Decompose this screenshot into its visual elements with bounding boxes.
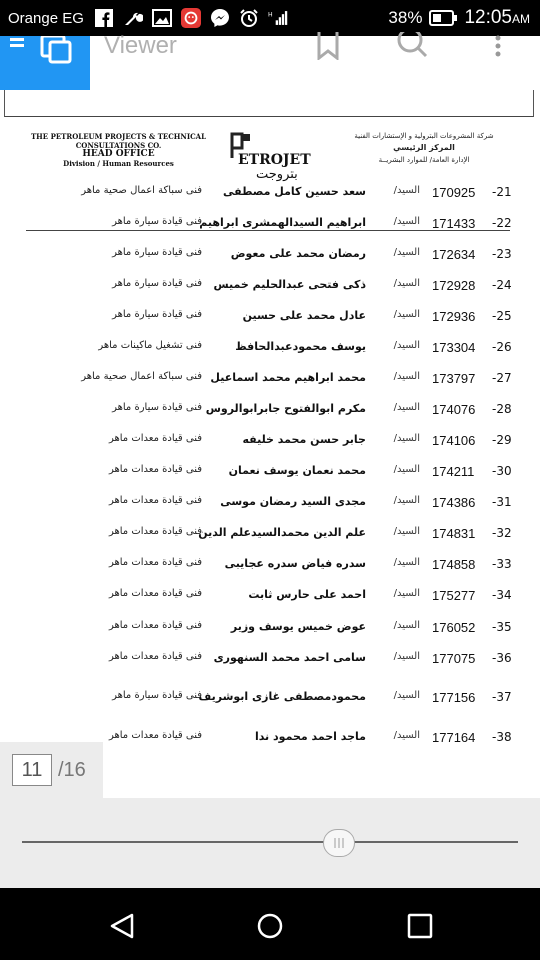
employee-name: ماجد احمد محمود ندا (254, 730, 366, 743)
job-title: فنى قيادة سيارة ماهر (112, 309, 202, 320)
employee-row (0, 588, 540, 610)
employee-row (0, 247, 540, 269)
job-title: فنى قيادة معدات ماهر (108, 464, 202, 475)
search-icon (396, 32, 428, 60)
previous-page-edge (4, 90, 534, 117)
employee-row (0, 278, 540, 300)
employee-row (0, 216, 540, 238)
employee-code: 175277 (432, 588, 476, 603)
row-number: -32 (492, 526, 512, 540)
title-label: السيد/ (393, 557, 420, 568)
employee-row (0, 526, 540, 548)
job-title: فنى قيادة معدات ماهر (108, 651, 202, 662)
employee-code: 177164 (432, 730, 476, 745)
bookmark-button[interactable] (310, 28, 346, 64)
employee-name: عوض خميس يوسف وزير (230, 620, 366, 633)
row-number: -29 (492, 433, 512, 447)
recents-square-icon (407, 913, 433, 939)
employee-code: 171433 (432, 216, 476, 231)
title-label: السيد/ (393, 495, 420, 506)
system-nav-bar (0, 888, 540, 960)
employee-name: مجدى السيد رمضان موسى (220, 495, 366, 508)
document-page[interactable] (0, 90, 540, 798)
recents-button[interactable] (400, 906, 440, 946)
employee-row (0, 371, 540, 393)
title-label: السيد/ (393, 433, 420, 444)
employee-row (0, 464, 540, 486)
row-number: -21 (492, 185, 512, 199)
employee-name: ذكى فتحى عبدالحليم خميس (213, 278, 366, 291)
employee-code: 173304 (432, 340, 476, 355)
signal-icon (268, 8, 288, 28)
petrojet-logo (226, 130, 326, 182)
employee-name: سعد حسين كامل مصطفى (223, 185, 366, 198)
employee-row (0, 309, 540, 331)
row-number: -26 (492, 340, 512, 354)
wrench-icon (123, 8, 143, 28)
job-title: فنى قيادة معدات ماهر (108, 495, 202, 506)
employee-name: محمد ابراهيم محمد اسماعيل (210, 371, 366, 384)
job-title: فنى قيادة معدات ماهر (108, 620, 202, 631)
job-title: فنى قيادة سيارة ماهر (112, 216, 202, 227)
image-icon (152, 8, 172, 28)
employee-name: محمودمصطفى غازى ابوشريف (198, 690, 366, 703)
title-label: السيد/ (393, 371, 420, 382)
employee-row (0, 433, 540, 455)
back-button[interactable] (102, 906, 142, 946)
employee-code: 174211 (432, 464, 475, 479)
back-triangle-icon (108, 912, 136, 940)
employee-code: 174858 (432, 557, 476, 572)
employee-row (0, 690, 540, 712)
employee-name: يوسف محمودعبدالحافظ (235, 340, 366, 353)
menu-panel-button[interactable] (0, 36, 90, 90)
row-number: -38 (492, 730, 512, 744)
seek-thumb[interactable] (323, 829, 355, 857)
carrier-name: Orange EG (8, 9, 84, 27)
job-title: فنى قيادة سيارة ماهر (112, 690, 202, 701)
job-title: فنى سباكة اعمال صحية ماهر (81, 185, 202, 196)
job-title: فنى قيادة سيارة ماهر (112, 247, 202, 258)
row-number: -34 (492, 588, 512, 602)
more-vert-icon (494, 32, 502, 60)
employee-row (0, 557, 540, 579)
row-number: -23 (492, 247, 512, 261)
svg-text:ETROJET: ETROJET (238, 152, 311, 168)
employee-row (0, 620, 540, 642)
title-label: السيد/ (393, 309, 420, 320)
title-label: السيد/ (393, 340, 420, 351)
title-label: السيد/ (393, 651, 420, 662)
row-number: -35 (492, 620, 512, 634)
employee-row (0, 495, 540, 517)
title-label: السيد/ (393, 588, 420, 599)
job-title: فنى قيادة سيارة ماهر (112, 402, 202, 413)
alarm-icon (239, 8, 259, 28)
battery-icon (428, 8, 458, 28)
title-label: السيد/ (393, 216, 420, 227)
employee-code: 174076 (432, 402, 476, 417)
app-notification-icon (181, 8, 201, 28)
app-toolbar (0, 32, 540, 91)
employee-name: مكرم ابوالفتوح جابرابوالروس (205, 402, 366, 415)
document-letterhead (0, 126, 540, 226)
employee-code: 177156 (432, 690, 476, 705)
job-title: فنى قيادة معدات ماهر (108, 526, 202, 537)
employee-name: احمد على حارس ثابت (248, 588, 366, 601)
employee-code: 173797 (432, 371, 476, 386)
messenger-icon (210, 8, 230, 28)
clock: 12:05AM (464, 7, 530, 28)
page-indicator[interactable] (0, 742, 103, 798)
title-label: السيد/ (393, 690, 420, 701)
overflow-menu-button[interactable] (480, 28, 516, 64)
employee-code: 172634 (432, 247, 476, 262)
seek-track[interactable] (22, 841, 518, 843)
employee-code: 172928 (432, 278, 476, 293)
title-label: السيد/ (393, 402, 420, 413)
employee-name: سامى احمد محمد السنهورى (213, 651, 366, 664)
row-number: -28 (492, 402, 512, 416)
letterhead-arabic: شركة المشروعات البترولية و الإستشارات الفنية المركز الرئيسي الإدارة العامة/ للموارد البشريــة (354, 132, 494, 164)
row-number: -27 (492, 371, 512, 385)
grip-icon (334, 837, 344, 849)
employee-code: 172936 (432, 309, 476, 324)
job-title: فنى قيادة سيارة ماهر (112, 278, 202, 289)
employee-code: 170925 (432, 185, 476, 200)
job-title: فنى تشغيل ماكينات ماهر (98, 340, 202, 351)
employee-name: جابر حسن محمد خليفه (242, 433, 366, 446)
svg-text:H: H (267, 11, 273, 19)
row-number: -33 (492, 557, 512, 571)
employee-name: سدره فياض سدره عجايبى (224, 557, 366, 570)
employee-row (0, 402, 540, 424)
title-label: السيد/ (393, 247, 420, 258)
title-label: السيد/ (393, 464, 420, 475)
row-number: -25 (492, 309, 512, 323)
employee-name: رمضان محمد على معوض (230, 247, 366, 260)
total-pages: /16 (58, 758, 86, 781)
employee-row (0, 185, 540, 207)
employee-code: 177075 (432, 651, 476, 666)
row-number: -30 (492, 464, 512, 478)
title-label: السيد/ (393, 278, 420, 289)
job-title: فنى قيادة معدات ماهر (108, 557, 202, 568)
employee-name: علم الدين محمدالسيدعلم الدين (198, 526, 366, 539)
home-circle-icon (256, 912, 284, 940)
title-label: السيد/ (393, 730, 420, 741)
row-number: -22 (492, 216, 512, 230)
row-number: -36 (492, 651, 512, 665)
job-title: فنى قيادة معدات ماهر (108, 730, 202, 741)
pages-icon (10, 36, 80, 66)
employee-code: 174386 (432, 495, 476, 510)
row-number: -31 (492, 495, 512, 509)
facebook-icon (94, 8, 114, 28)
employee-row (0, 651, 540, 673)
svg-text:بتروجت: بتروجت (256, 167, 298, 182)
row-number: -37 (492, 690, 512, 704)
employee-code: 174106 (432, 433, 476, 448)
job-title: فنى قيادة معدات ماهر (108, 433, 202, 444)
employee-name: محمد نعمان يوسف نعمان (228, 464, 366, 477)
employee-name: عادل محمد على حسين (242, 309, 366, 322)
employee-name: ابراهيم السيدالهمشرى ابراهيم (199, 216, 366, 229)
current-page-number[interactable]: 11 (12, 754, 52, 786)
employee-code: 174831 (432, 526, 476, 541)
title-label: السيد/ (393, 185, 420, 196)
job-title: فنى قيادة معدات ماهر (108, 588, 202, 599)
title-label: السيد/ (393, 620, 420, 631)
page-title: Viewer (104, 32, 177, 59)
search-button[interactable] (394, 28, 430, 64)
page-seek-bar[interactable] (0, 798, 540, 888)
employee-row (0, 340, 540, 362)
status-bar (0, 0, 540, 36)
job-title: فنى سباكة اعمال صحية ماهر (81, 371, 202, 382)
employee-code: 176052 (432, 620, 476, 635)
letterhead-english: THE PETROLEUM PROJECTS & TECHNICAL CONSULTATIONS CO. HEAD OFFICE Division / Human Resources (30, 132, 207, 168)
row-number: -24 (492, 278, 512, 292)
bookmark-icon (317, 32, 339, 60)
title-label: السيد/ (393, 526, 420, 537)
battery-percent: 38% (388, 8, 423, 27)
home-button[interactable] (250, 906, 290, 946)
